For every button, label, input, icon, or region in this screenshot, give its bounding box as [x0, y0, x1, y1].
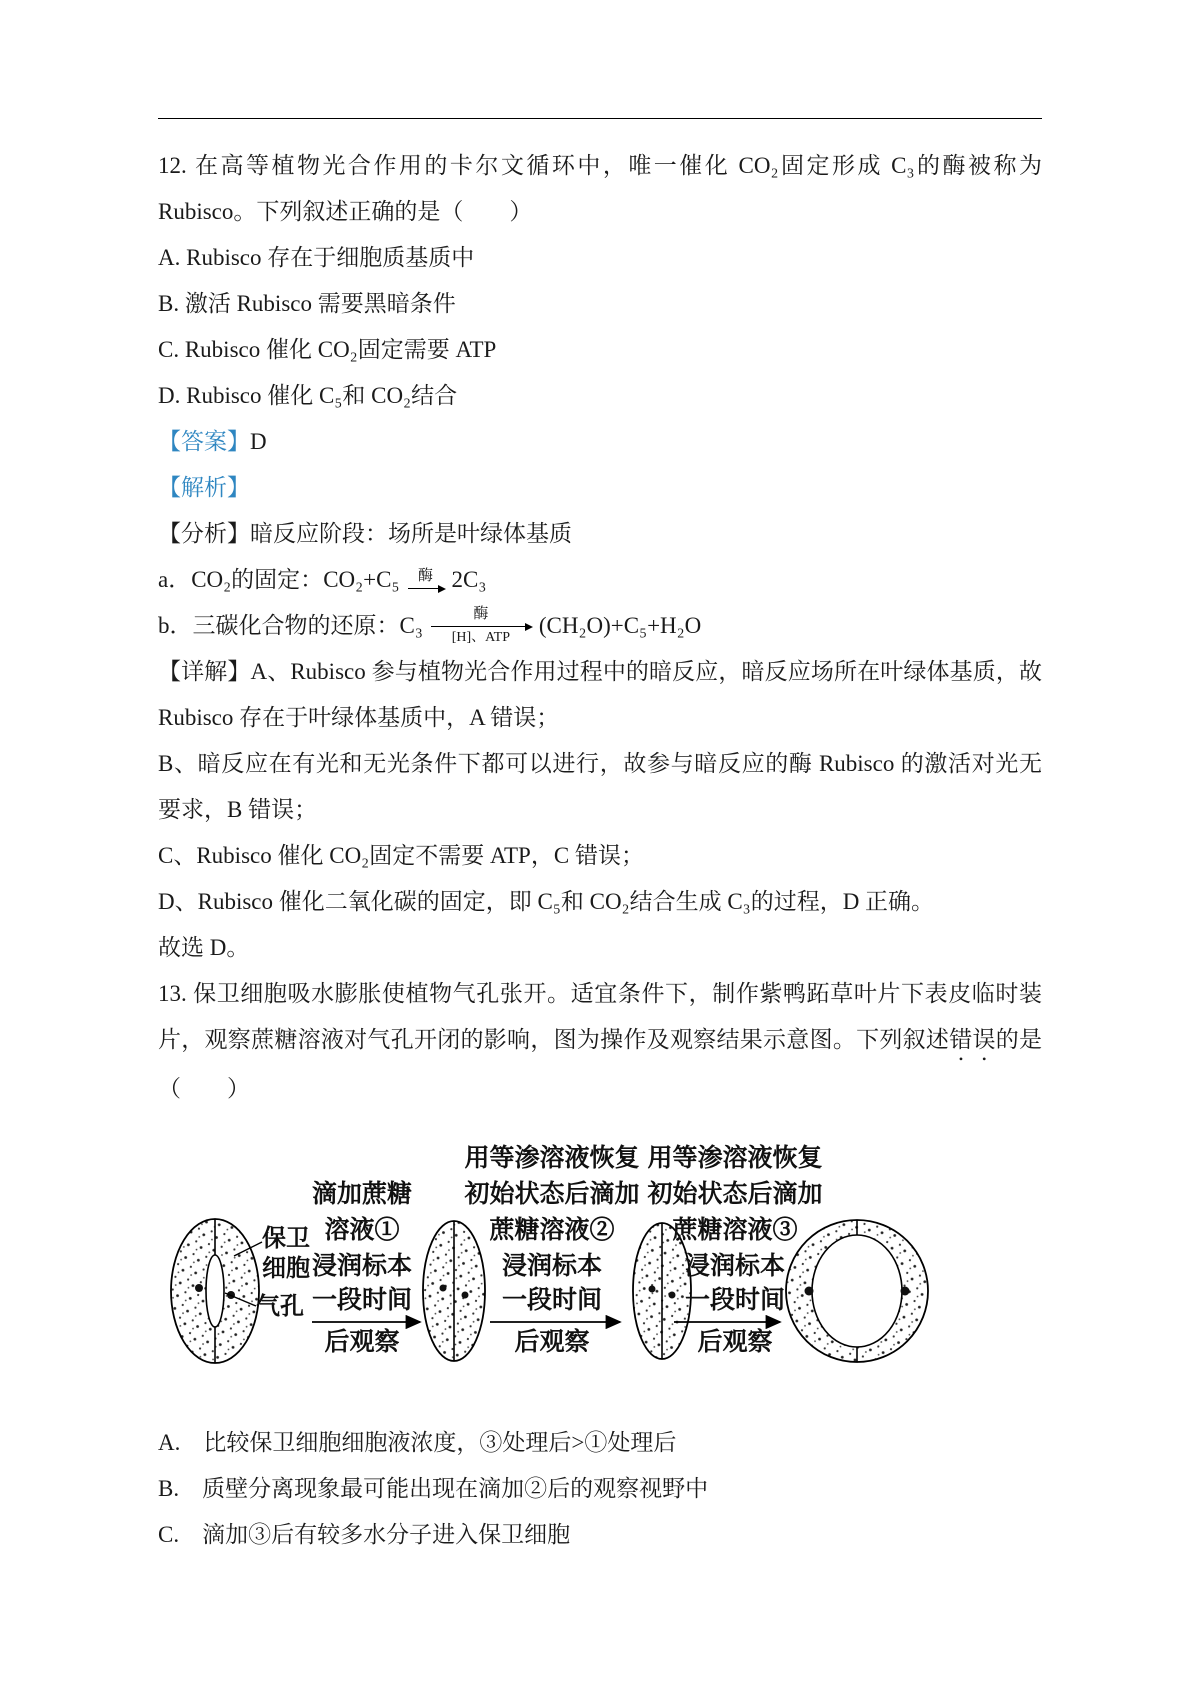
q12-stem: 12. 在高等植物光合作用的卡尔文循环中，唯一催化 CO₂固定形成 C₃的酶被称为 Rubisco。下列叙述正确的是（ ）	[158, 153, 1042, 224]
step2-line2: 初始状态后滴加	[464, 1181, 640, 1208]
q12-answer-line	[158, 419, 1042, 465]
q12-analysis-label: 【解析】	[158, 475, 250, 500]
q12-analysis-intro: 【分析】暗反应阶段：场所是叶绿体基质	[158, 521, 572, 546]
step1-line5: 后观察	[324, 1329, 400, 1356]
q12-option-a: A. Rubisco 存在于细胞质基质中	[158, 245, 475, 270]
eq-b-left: C₃	[399, 613, 423, 638]
guard-cell-initial-open	[171, 1219, 259, 1363]
q12-conclusion: 故选 D。	[158, 935, 250, 960]
q13-option-a: A. 比较保卫细胞细胞液浓度，③处理后>①处理后	[158, 1430, 677, 1455]
step2-line5: 一段时间	[501, 1287, 603, 1314]
eq-b-right: (CH₂O)+C₅+H₂O	[538, 613, 702, 638]
q13-option-c: C. 滴加③后有较多水分子进入保卫细胞	[158, 1522, 571, 1547]
q12-detail-d: D、Rubisco 催化二氧化碳的固定，即 C₅和 CO₂结合生成 C₃的过程，D 正确。	[158, 889, 935, 914]
reaction-arrow-b	[431, 606, 531, 646]
step2-line6: 后观察	[514, 1329, 590, 1356]
step2-line1: 用等渗溶液恢复	[464, 1145, 640, 1172]
step1-line4: 一段时间	[311, 1287, 413, 1314]
step3-line1: 用等渗溶液恢复	[647, 1145, 823, 1172]
q13-stem	[158, 971, 1042, 1112]
guard-cell-after-solution1-closed	[423, 1221, 485, 1361]
step3-line4: 浸润标本	[684, 1253, 786, 1280]
q12-option-b: B. 激活 Rubisco 需要黑暗条件	[158, 291, 456, 316]
step1-line1: 滴加蔗糖	[311, 1181, 413, 1208]
enzyme-label: 酶	[473, 605, 489, 622]
q12-option-c: C. Rubisco 催化 CO₂固定需要 ATP	[158, 337, 497, 362]
step2-text	[463, 1143, 639, 1356]
eq-a-left: CO₂+C₅	[323, 567, 400, 592]
step3-line3: 蔗糖溶液③	[672, 1217, 798, 1244]
answer-value: D	[250, 429, 267, 454]
step2-line4: 浸润标本	[501, 1253, 603, 1280]
step3-line2: 初始状态后滴加	[647, 1181, 823, 1208]
step1-line3: 浸润标本	[311, 1253, 413, 1280]
answer-label: 【答案】	[158, 429, 250, 454]
guard-cell-label-line2: 细胞	[262, 1256, 310, 1282]
reaction-arrow-a	[408, 568, 444, 592]
stoma-label: 气孔	[256, 1294, 304, 1320]
step3-line6: 后观察	[697, 1329, 773, 1356]
stomata-diagram	[162, 1138, 1042, 1388]
guard-cell-after-solution3-wide-open	[786, 1220, 928, 1362]
step3-line5: 一段时间	[684, 1287, 786, 1314]
q13-stem-after: 的是（ ）	[158, 1027, 1043, 1101]
eq-b-prefix: b．三碳化合物的还原：	[158, 613, 400, 638]
step1-text	[312, 1179, 412, 1356]
cofactor-label: [H]、ATP	[451, 630, 511, 646]
step1-line2: 溶液①	[324, 1217, 400, 1244]
q12-detail-c: C、Rubisco 催化 CO₂固定不需要 ATP，C 错误；	[158, 843, 644, 868]
q12-detail-b: B、暗反应在有光和无光条件下都可以进行，故参与暗反应的酶 Rubisco 的激活对光无要求，B 错误；	[158, 751, 1042, 822]
page-content	[0, 118, 1200, 1558]
arrow-icon	[408, 588, 444, 589]
q12-equation-b	[158, 603, 1042, 649]
q13-option-b: B. 质壁分离现象最可能出现在滴加②后的观察视野中	[158, 1476, 709, 1501]
eq-a-right: 2C₃	[451, 567, 487, 592]
q13-stem-emphasis: 错误	[949, 1027, 996, 1052]
q12-option-d: D. Rubisco 催化 C₅和 CO₂结合	[158, 383, 458, 408]
step2-line3: 蔗糖溶液②	[489, 1217, 615, 1244]
guard-cell-label-line1: 保卫	[262, 1226, 310, 1252]
enzyme-label: 酶	[417, 567, 433, 584]
q12-equation-a	[158, 557, 1042, 603]
eq-a-prefix: a．CO₂的固定：	[158, 567, 324, 592]
q12-detail-a: 【详解】A、Rubisco 参与植物光合作用过程中的暗反应，暗反应场所在叶绿体基质，故 Rubisco 存在于叶绿体基质中，A 错误；	[158, 659, 1042, 730]
q13-figure	[162, 1138, 1042, 1394]
header-rule	[158, 118, 1042, 119]
arrow-icon	[431, 626, 531, 627]
q13-stem-before: 13. 保卫细胞吸水膨胀使植物气孔张开。适宜条件下，制作紫鸭跖草叶片下表皮临时装片，观察蔗糖溶液对气孔开闭的影响，图为操作及观察结果示意图。下列叙述	[158, 981, 1042, 1052]
